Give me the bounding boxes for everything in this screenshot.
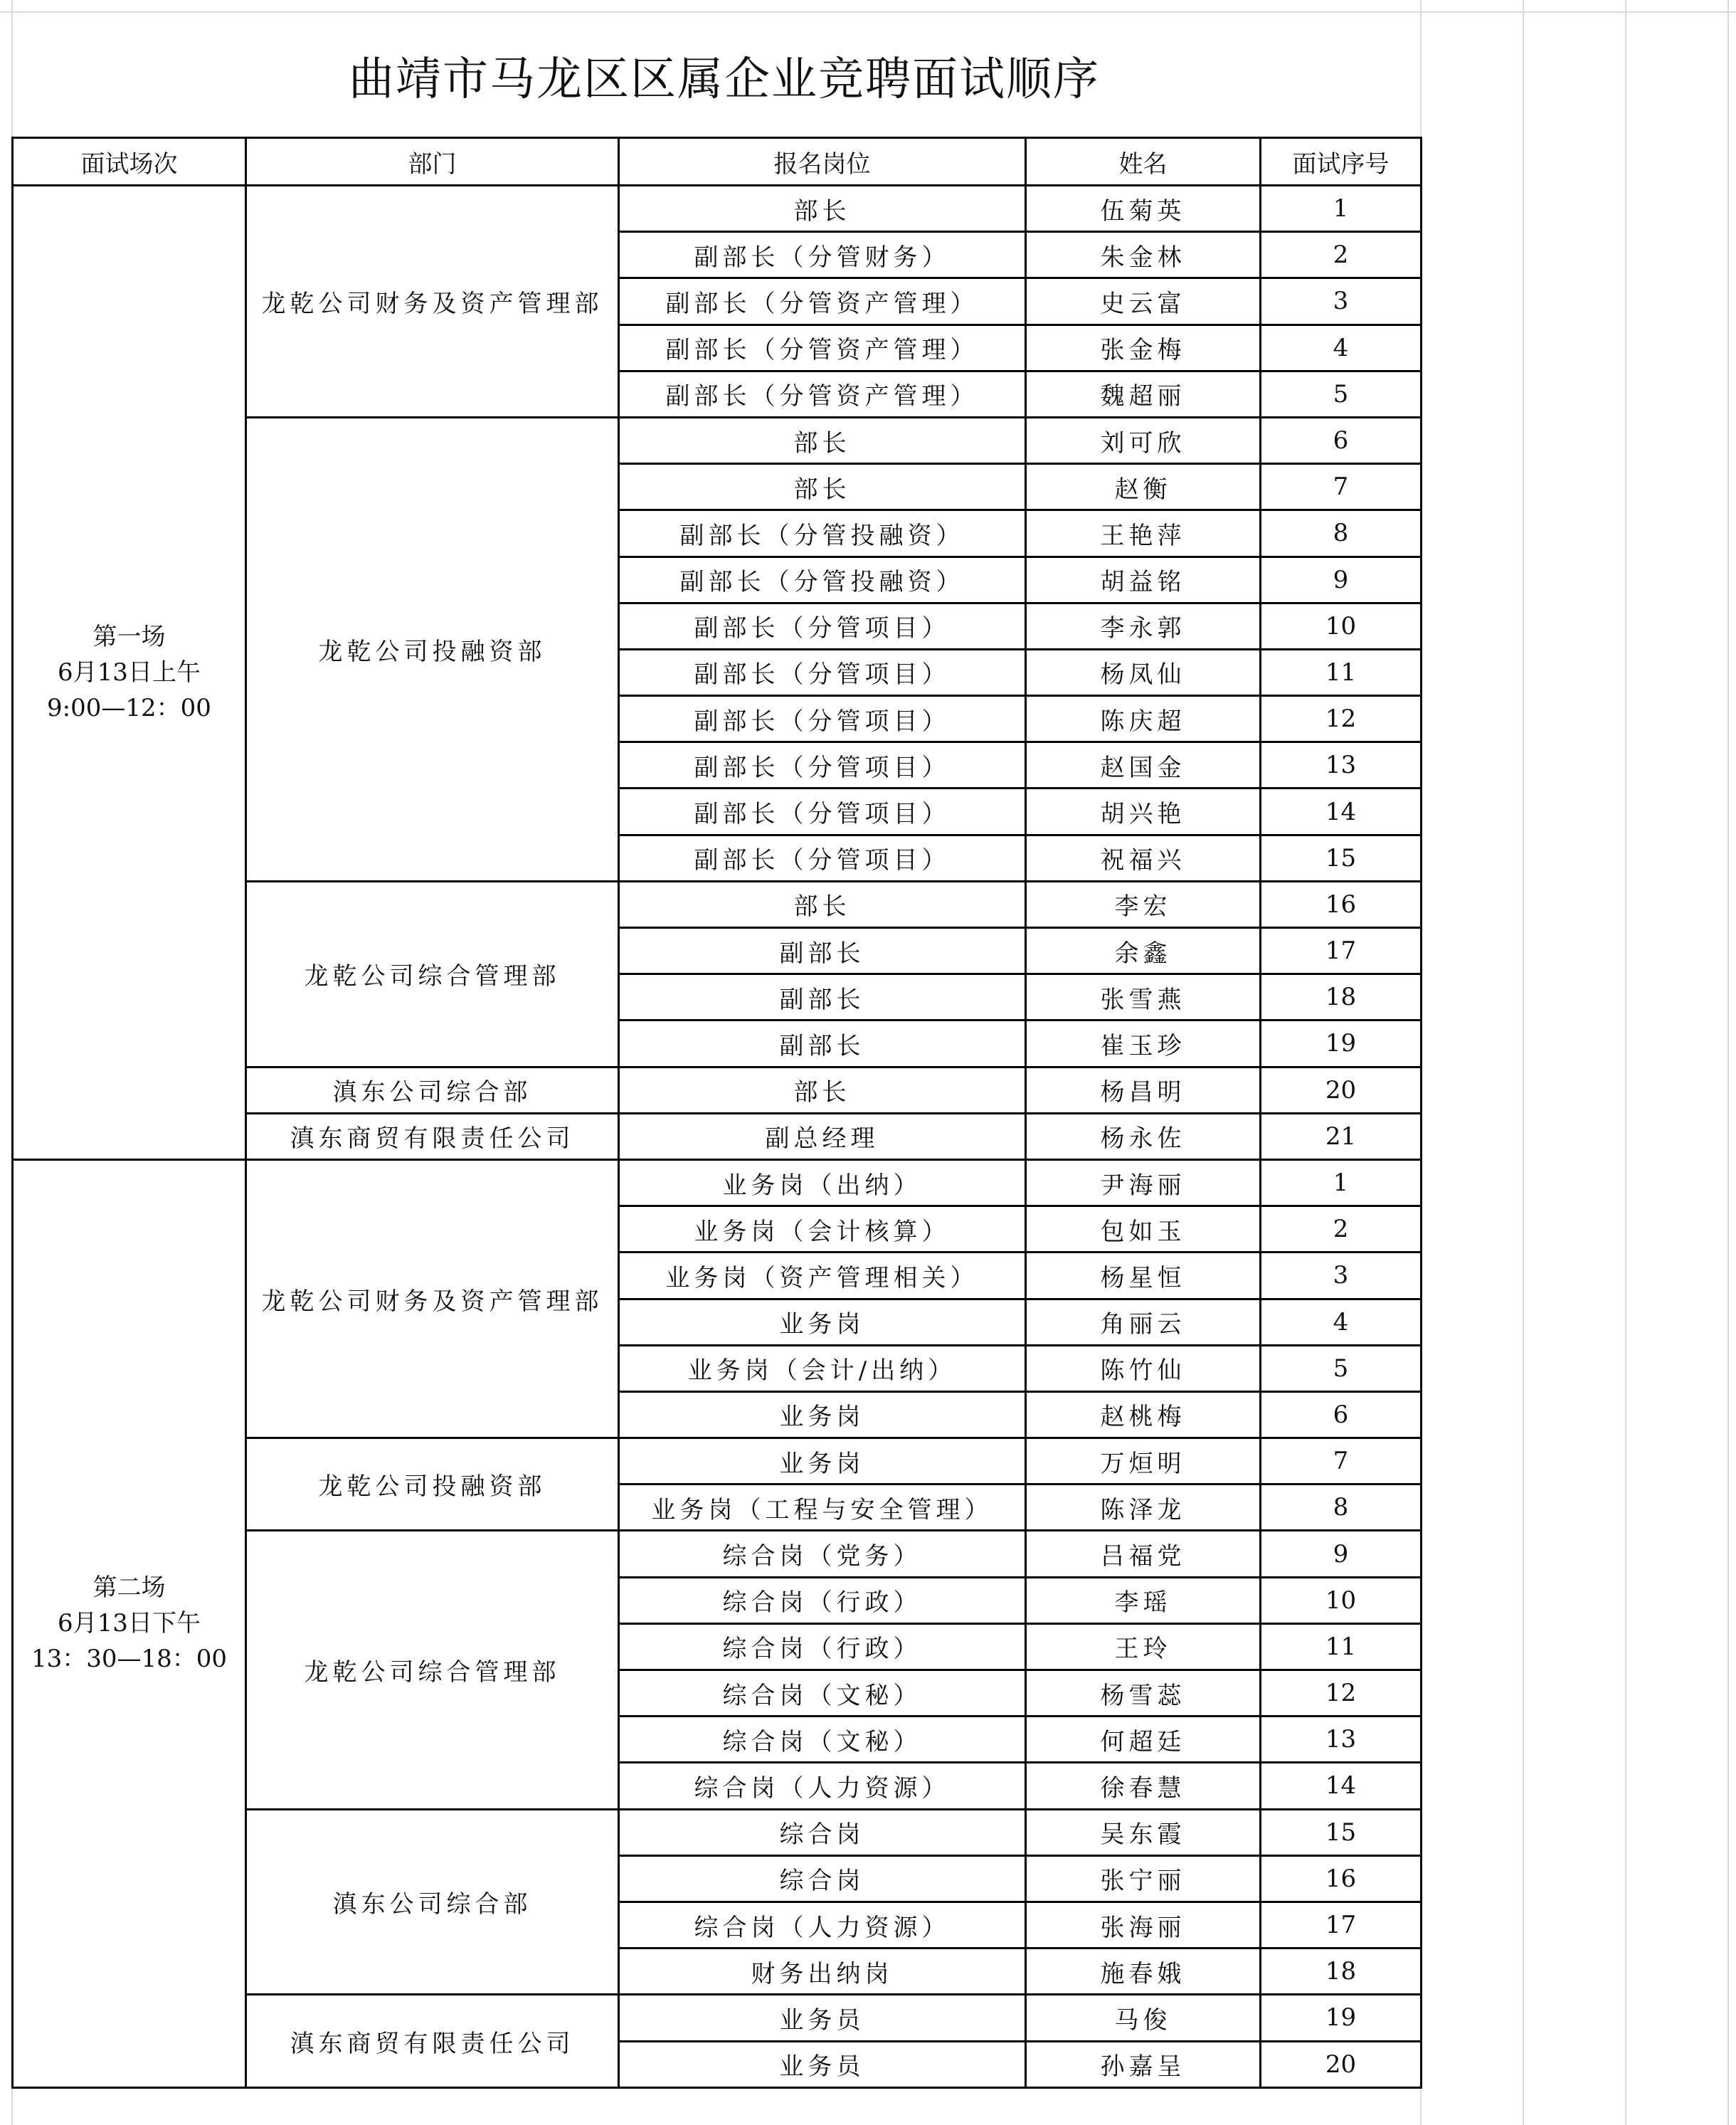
order-number-cell[interactable]: 7	[1261, 1438, 1422, 1485]
name-cell[interactable]: 伍菊英	[1026, 186, 1261, 232]
position-cell[interactable]: 副部长（分管投融资）	[619, 510, 1026, 557]
position-cell[interactable]: 业务岗（出纳）	[619, 1159, 1026, 1206]
name-cell[interactable]: 张雪燕	[1026, 974, 1261, 1021]
order-number-cell[interactable]: 11	[1261, 1623, 1422, 1670]
name-cell[interactable]: 魏超丽	[1026, 371, 1261, 417]
name-cell[interactable]: 胡兴艳	[1026, 789, 1261, 835]
order-number-cell[interactable]: 5	[1261, 1345, 1422, 1391]
order-number-cell[interactable]: 4	[1261, 325, 1422, 371]
name-cell[interactable]: 朱金林	[1026, 232, 1261, 278]
order-number-cell[interactable]: 13	[1261, 1717, 1422, 1763]
position-cell[interactable]: 部长	[619, 186, 1026, 232]
position-cell[interactable]: 副部长（分管资产管理）	[619, 325, 1026, 371]
name-cell[interactable]: 吴东霞	[1026, 1809, 1261, 1855]
position-cell[interactable]: 部长	[619, 464, 1026, 510]
table-row	[13, 186, 1422, 232]
department-cell[interactable]: 滇东商贸有限责任公司	[246, 1995, 619, 2087]
department-cell[interactable]: 滇东公司综合部	[246, 1067, 619, 1113]
order-number-cell[interactable]: 20	[1261, 2041, 1422, 2087]
name-cell[interactable]: 杨永佐	[1026, 1113, 1261, 1159]
name-cell[interactable]: 张金梅	[1026, 325, 1261, 371]
sheet-gridline	[1523, 0, 1524, 2125]
name-cell[interactable]: 施春娥	[1026, 1949, 1261, 1995]
table-body	[13, 186, 1422, 2088]
order-number-cell[interactable]: 17	[1261, 1902, 1422, 1948]
name-cell[interactable]: 胡益铭	[1026, 557, 1261, 603]
session-line: 第一场	[92, 622, 166, 651]
order-number-cell[interactable]: 6	[1261, 417, 1422, 463]
session-line: 6月13日上午	[58, 658, 201, 687]
order-number-cell[interactable]: 17	[1261, 928, 1422, 974]
order-number-cell[interactable]: 19	[1261, 1995, 1422, 2041]
name-cell[interactable]: 祝福兴	[1026, 835, 1261, 881]
name-cell[interactable]: 李瑶	[1026, 1577, 1261, 1623]
name-cell[interactable]: 万烜明	[1026, 1438, 1261, 1485]
name-cell[interactable]: 陈泽龙	[1026, 1485, 1261, 1531]
name-cell[interactable]: 吕福党	[1026, 1531, 1261, 1577]
department-cell[interactable]: 滇东公司综合部	[246, 1809, 619, 1995]
name-cell[interactable]: 角丽云	[1026, 1299, 1261, 1345]
position-cell[interactable]: 业务员	[619, 1995, 1026, 2041]
position-cell[interactable]: 副部长（分管项目）	[619, 789, 1026, 835]
order-number-cell[interactable]: 18	[1261, 974, 1422, 1021]
name-cell[interactable]: 尹海丽	[1026, 1159, 1261, 1206]
name-cell[interactable]: 孙嘉呈	[1026, 2041, 1261, 2087]
name-cell[interactable]: 赵国金	[1026, 742, 1261, 789]
position-cell[interactable]: 部长	[619, 881, 1026, 927]
position-cell[interactable]: 副部长（分管投融资）	[619, 557, 1026, 603]
position-cell[interactable]: 副部长（分管财务）	[619, 232, 1026, 278]
position-cell[interactable]: 业务岗（会计核算）	[619, 1206, 1026, 1253]
position-cell[interactable]: 副部长（分管资产管理）	[619, 371, 1026, 417]
department-cell[interactable]: 龙乾公司综合管理部	[246, 1531, 619, 1809]
position-cell[interactable]: 部长	[619, 1067, 1026, 1113]
department-cell[interactable]: 滇东商贸有限责任公司	[246, 1113, 619, 1159]
order-number-cell[interactable]: 1	[1261, 1159, 1422, 1206]
title-cell[interactable]	[11, 11, 1420, 137]
department-cell[interactable]: 龙乾公司投融资部	[246, 417, 619, 881]
order-number-cell[interactable]: 5	[1261, 371, 1422, 417]
order-number-cell[interactable]: 10	[1261, 603, 1422, 649]
order-number-cell[interactable]: 4	[1261, 1299, 1422, 1345]
department-cell[interactable]: 龙乾公司投融资部	[246, 1438, 619, 1531]
position-cell[interactable]: 综合岗（文秘）	[619, 1717, 1026, 1763]
name-cell[interactable]: 张海丽	[1026, 1902, 1261, 1948]
name-cell[interactable]: 马俊	[1026, 1995, 1261, 2041]
order-number-cell[interactable]: 3	[1261, 1253, 1422, 1299]
name-cell[interactable]: 包如玉	[1026, 1206, 1261, 1253]
session-line: 9:00—12：00	[47, 693, 211, 722]
order-number-cell[interactable]: 19	[1261, 1021, 1422, 1067]
name-cell[interactable]: 王玲	[1026, 1623, 1261, 1670]
position-cell[interactable]: 综合岗（人力资源）	[619, 1902, 1026, 1948]
position-cell[interactable]: 财务出纳岗	[619, 1949, 1026, 1995]
name-cell[interactable]: 李永郭	[1026, 603, 1261, 649]
name-cell[interactable]: 杨凤仙	[1026, 649, 1261, 695]
position-cell[interactable]: 综合岗（人力资源）	[619, 1763, 1026, 1809]
session-line: 13：30—18：00	[31, 1645, 228, 1674]
position-cell[interactable]: 副部长	[619, 1021, 1026, 1067]
position-cell[interactable]: 副部长（分管项目）	[619, 835, 1026, 881]
sheet-gridline	[1625, 0, 1626, 2125]
department-cell[interactable]: 龙乾公司综合管理部	[246, 881, 619, 1067]
session-cell[interactable]	[13, 1159, 246, 2087]
position-cell[interactable]: 业务员	[619, 2041, 1026, 2087]
name-cell[interactable]: 刘可欣	[1026, 417, 1261, 463]
order-number-cell[interactable]: 15	[1261, 1809, 1422, 1855]
session-line: 6月13日下午	[58, 1609, 201, 1638]
order-number-cell[interactable]: 18	[1261, 1949, 1422, 1995]
header-department[interactable]: 部门	[246, 138, 619, 186]
name-cell[interactable]: 杨昌明	[1026, 1067, 1261, 1113]
order-number-cell[interactable]: 16	[1261, 1855, 1422, 1902]
header-name[interactable]: 姓名	[1026, 138, 1261, 186]
order-number-cell[interactable]: 16	[1261, 881, 1422, 927]
name-cell[interactable]: 徐春慧	[1026, 1763, 1261, 1809]
department-cell[interactable]: 龙乾公司财务及资产管理部	[246, 1159, 619, 1438]
header-position[interactable]: 报名岗位	[619, 138, 1026, 186]
session-cell[interactable]	[13, 186, 246, 1160]
order-number-cell[interactable]: 1	[1261, 186, 1422, 232]
position-cell[interactable]: 综合岗	[619, 1855, 1026, 1902]
position-cell[interactable]: 综合岗（文秘）	[619, 1670, 1026, 1717]
order-number-cell[interactable]: 20	[1261, 1067, 1422, 1113]
name-cell[interactable]: 何超廷	[1026, 1717, 1261, 1763]
position-cell[interactable]: 业务岗	[619, 1438, 1026, 1485]
order-number-cell[interactable]: 3	[1261, 278, 1422, 325]
sheet-gridline	[1727, 0, 1729, 2125]
name-cell[interactable]: 陈庆超	[1026, 696, 1261, 742]
order-number-cell[interactable]: 12	[1261, 1670, 1422, 1717]
header-session[interactable]: 面试场次	[13, 138, 246, 186]
position-cell[interactable]: 副部长（分管资产管理）	[619, 278, 1026, 325]
name-cell[interactable]: 史云富	[1026, 278, 1261, 325]
order-number-cell[interactable]: 7	[1261, 464, 1422, 510]
name-cell[interactable]: 陈竹仙	[1026, 1345, 1261, 1391]
name-cell[interactable]: 杨星恒	[1026, 1253, 1261, 1299]
position-cell[interactable]: 副总经理	[619, 1113, 1026, 1159]
position-cell[interactable]: 综合岗（党务）	[619, 1531, 1026, 1577]
position-cell[interactable]: 副部长（分管项目）	[619, 649, 1026, 695]
order-number-cell[interactable]: 10	[1261, 1577, 1422, 1623]
table-row	[13, 1159, 1422, 1206]
position-cell[interactable]: 业务岗	[619, 1391, 1026, 1438]
order-number-cell[interactable]: 13	[1261, 742, 1422, 789]
header-row	[13, 138, 1422, 186]
order-number-cell[interactable]: 8	[1261, 510, 1422, 557]
name-cell[interactable]: 余鑫	[1026, 928, 1261, 974]
name-cell[interactable]: 赵衡	[1026, 464, 1261, 510]
position-cell[interactable]: 综合岗（行政）	[619, 1623, 1026, 1670]
position-cell[interactable]: 业务岗（工程与安全管理）	[619, 1485, 1026, 1531]
session-line: 第二场	[92, 1573, 166, 1603]
position-cell[interactable]: 副部长（分管项目）	[619, 742, 1026, 789]
interview-order-table	[11, 137, 1422, 2089]
name-cell[interactable]: 张宁丽	[1026, 1855, 1261, 1902]
order-number-cell[interactable]: 9	[1261, 1531, 1422, 1577]
order-number-cell[interactable]: 11	[1261, 649, 1422, 695]
order-number-cell[interactable]: 21	[1261, 1113, 1422, 1159]
position-cell[interactable]: 业务岗（资产管理相关）	[619, 1253, 1026, 1299]
order-number-cell[interactable]: 8	[1261, 1485, 1422, 1531]
position-cell[interactable]: 综合岗	[619, 1809, 1026, 1855]
header-order-number[interactable]: 面试序号	[1261, 138, 1422, 186]
order-number-cell[interactable]: 2	[1261, 1206, 1422, 1253]
position-cell[interactable]: 业务岗	[619, 1299, 1026, 1345]
department-cell[interactable]: 龙乾公司财务及资产管理部	[246, 186, 619, 418]
position-cell[interactable]: 副部长（分管项目）	[619, 696, 1026, 742]
page-title: 曲靖市马龙区区属企业竞聘面试顺序	[349, 53, 1100, 106]
position-cell[interactable]: 部长	[619, 417, 1026, 463]
order-number-cell[interactable]: 14	[1261, 789, 1422, 835]
name-cell[interactable]: 杨雪蕊	[1026, 1670, 1261, 1717]
order-number-cell[interactable]: 12	[1261, 696, 1422, 742]
order-number-cell[interactable]: 9	[1261, 557, 1422, 603]
position-cell[interactable]: 副部长（分管项目）	[619, 603, 1026, 649]
order-number-cell[interactable]: 15	[1261, 835, 1422, 881]
position-cell[interactable]: 副部长	[619, 974, 1026, 1021]
position-cell[interactable]: 综合岗（行政）	[619, 1577, 1026, 1623]
name-cell[interactable]: 王艳萍	[1026, 510, 1261, 557]
name-cell[interactable]: 赵桃梅	[1026, 1391, 1261, 1438]
position-cell[interactable]: 业务岗（会计/出纳）	[619, 1345, 1026, 1391]
name-cell[interactable]: 李宏	[1026, 881, 1261, 927]
order-number-cell[interactable]: 6	[1261, 1391, 1422, 1438]
position-cell[interactable]: 副部长	[619, 928, 1026, 974]
name-cell[interactable]: 崔玉珍	[1026, 1021, 1261, 1067]
order-number-cell[interactable]: 2	[1261, 232, 1422, 278]
order-number-cell[interactable]: 14	[1261, 1763, 1422, 1809]
interview-sheet	[11, 11, 1420, 2118]
